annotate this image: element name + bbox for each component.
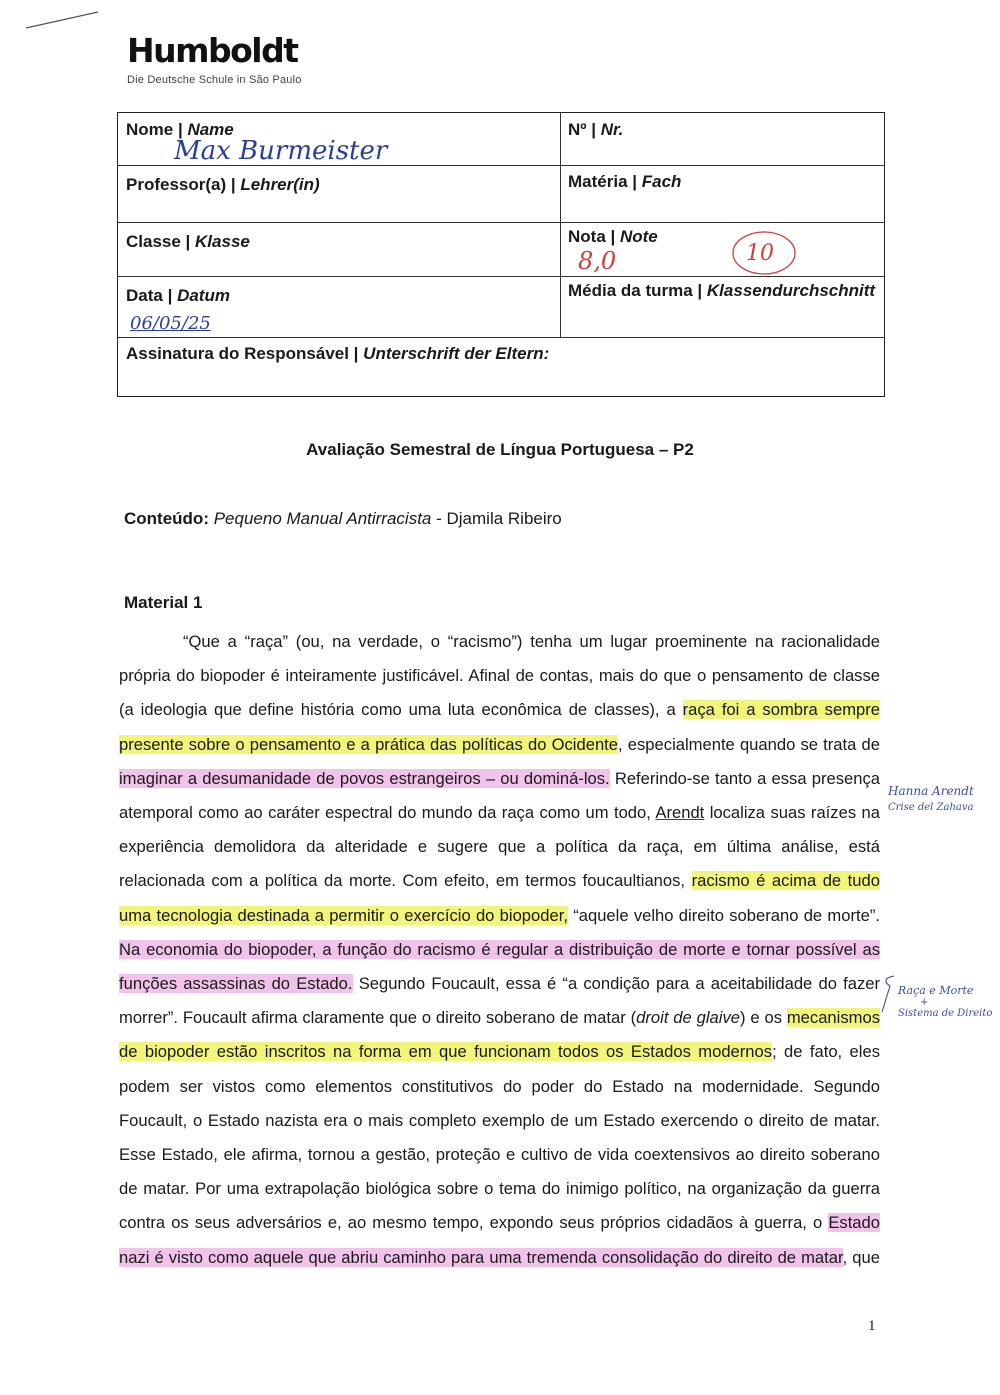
content-label: Conteúdo:	[124, 509, 209, 528]
date-value-handwritten: 06/05/25	[130, 313, 211, 334]
parent-signature-label: Assinatura do Responsável | Unterschrift der Eltern:	[126, 344, 550, 363]
passage-line: presente sobre o pensamento e a prática das políticas do Ocidente, especialmente quando se trata de	[119, 734, 880, 754]
passage-line: morrer”. Foucault afirma claramente que o direito soberano de matar (droit de glaive) e os mecanismos	[119, 1008, 880, 1028]
passage-line: Esse Estado, ele afirma, tornou a gestão, proteção e cultivo de vida coextensivos ao direito soberano	[119, 1145, 880, 1165]
passage-line: imaginar a desumanidade de povos estrangeiros – ou dominá-los. Referindo-se tanto a essa presença	[119, 768, 880, 788]
logo-subtitle: Die Deutsche Schule in São Paulo	[127, 74, 302, 86]
logo-name: Humboldt	[127, 31, 298, 70]
class-label: Classe | Klasse	[126, 232, 250, 251]
name-value-handwritten: Max Burmeister	[174, 136, 388, 166]
passage-line: Foucault, o Estado nazista era o mais completo exemplo de um Estado exercendo o direito de matar.	[119, 1110, 880, 1130]
highlight-pink: Na economia do biopoder, a função do racismo é regular a distribuição de morte e tornar possível as	[119, 939, 880, 959]
margin-bracket-mark	[878, 972, 900, 1014]
highlight-pink: nazi é visto como aquele que abriu caminho para uma tremenda consolidação do direito de matar	[119, 1247, 843, 1267]
margin-note-race-death: Raça e Morte + Sistema de Direito	[898, 984, 993, 1019]
form-divider	[118, 337, 884, 338]
passage-line: relacionada com a política da morte. Com efeito, em termos foucaultianos, racismo é acima de tudo	[119, 871, 880, 891]
highlight-yellow: racismo é acima de tudo	[691, 871, 880, 891]
stray-pen-mark	[22, 4, 112, 44]
number-label: Nº | Nr.	[568, 120, 624, 139]
name-label: Nome | Name	[126, 120, 234, 139]
passage-line: nazi é visto como aquele que abriu caminho para uma tremenda consolidação do direito de matar, que	[119, 1247, 880, 1267]
school-logo	[127, 32, 302, 86]
margin-note-arendt: Hanna Arendt Crise del Zahava	[888, 784, 974, 813]
passage-line: “Que a “raça” (ou, na verdade, o “racismo”) tenha um lugar proeminente na racionalidade	[183, 632, 880, 651]
passage-line	[119, 933, 880, 967]
underlined-word: Arendt	[655, 803, 705, 823]
grade-max-handwritten: 10	[746, 241, 774, 266]
highlight-pink: imaginar a desumanidade de povos estrangeiros – ou dominá-los.	[119, 768, 610, 788]
form-divider	[118, 222, 884, 223]
content-author: - Djamila Ribeiro	[431, 509, 562, 528]
grade-label: Nota | Note	[568, 227, 658, 246]
passage-line: de biopoder estão inscritos na forma em que funcionam todos os Estados modernos; de fato, eles	[119, 1042, 880, 1062]
highlight-yellow: presente sobre o pensamento e a prática das políticas do Ocidente	[119, 734, 619, 754]
highlight-yellow: mecanismos	[786, 1008, 880, 1028]
date-label: Data | Datum	[126, 286, 230, 305]
highlight-pink: funções assassinas do Estado.	[119, 974, 353, 994]
exam-title: Avaliação Semestral de Língua Portuguesa – P2	[306, 440, 694, 459]
passage-text	[119, 625, 880, 1275]
highlight-yellow: de biopoder estão inscritos na forma em que funcionam todos os Estados modernos	[119, 1042, 773, 1062]
student-info-form	[117, 112, 885, 397]
teacher-label: Professor(a) | Lehrer(in)	[126, 175, 320, 194]
passage-line: uma tecnologia destinada a permitir o exercício do biopoder, “aquele velho direito soberano de morte”.	[119, 905, 880, 925]
form-divider	[560, 113, 561, 337]
highlight-yellow: uma tecnologia destinada a permitir o exercício do biopoder,	[119, 905, 568, 925]
page-number: 1	[868, 1318, 876, 1334]
passage-line: funções assassinas do Estado. Segundo Foucault, essa é “a condição para a aceitabilidade do fazer	[119, 974, 880, 994]
passage-line: atemporal como ao caráter espectral do mundo da raça como um todo, Arendt localiza suas raízes na	[119, 803, 880, 823]
passage-line: podem ser vistos como elementos constitutivos do poder do Estado na modernidade. Segundo	[119, 1076, 880, 1096]
subject-label: Matéria | Fach	[568, 172, 682, 191]
passage-line: de matar. Por uma extrapolação biológica sobre o tema do inimigo político, na organização da guerra	[119, 1179, 880, 1199]
passage-line: experiência demolidora da alteridade e sugere que a política da raça, em última análise, está	[119, 837, 880, 857]
passage-line: própria do biopoder é inteiramente justificável. Afinal de contas, mais do que o pensamento de classe	[119, 666, 880, 686]
passage-line: (a ideologia que define história como uma luta econômica de classes), a raça foi a sombra sempre	[119, 700, 880, 720]
highlight-yellow: raça foi a sombra sempre	[682, 700, 880, 720]
grade-value-handwritten: 8,0	[578, 247, 617, 275]
content-line	[124, 509, 562, 529]
passage-line: contra os seus adversários e, ao mesmo tempo, expondo seus próprios cidadãos à guerra, o Estado	[119, 1213, 880, 1233]
material-heading: Material 1	[124, 593, 203, 612]
content-book: Pequeno Manual Antirracista	[213, 509, 432, 528]
highlight-pink: Estado	[828, 1213, 880, 1233]
class-average-label: Média da turma | Klassendurchschnitt	[568, 281, 876, 300]
